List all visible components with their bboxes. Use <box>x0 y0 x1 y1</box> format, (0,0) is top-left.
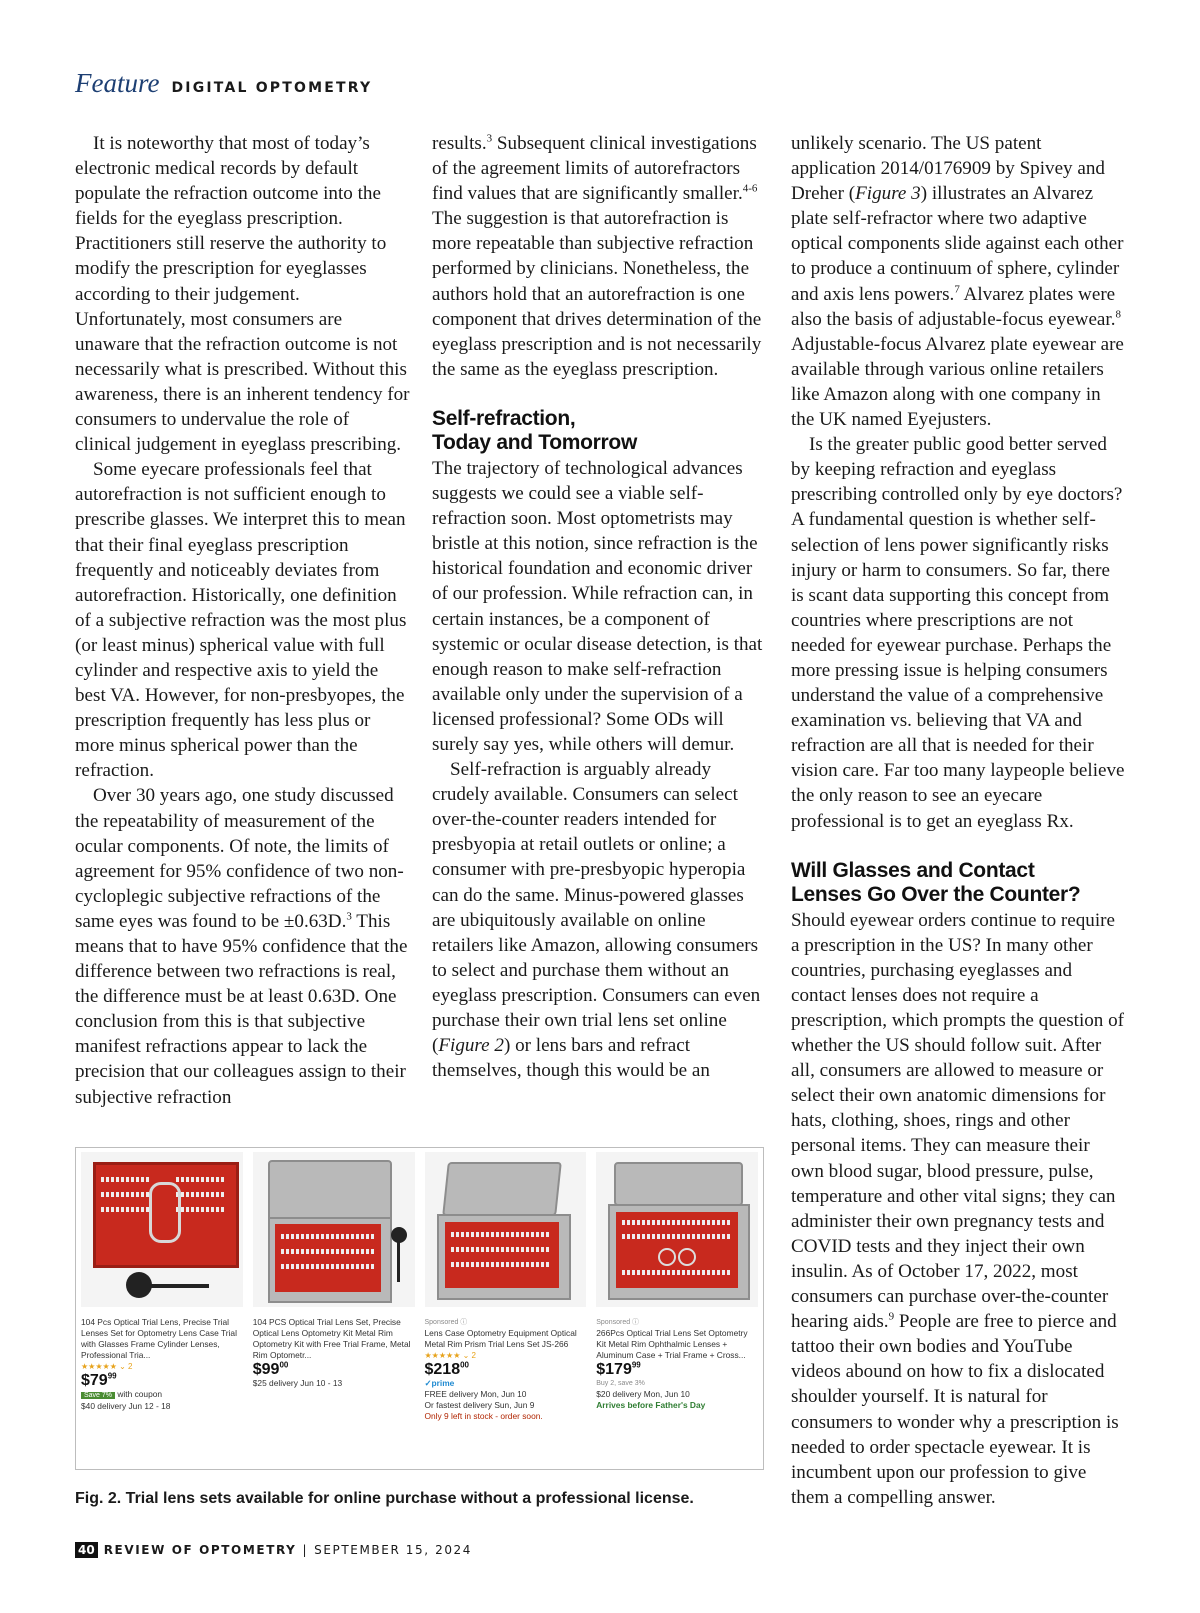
paragraph: It is noteworthy that most of today’s electronic medical records by default populate the refraction outcome into the fields for the eyeglass prescription. Practitioners still reserve the authority to modify the prescription for eyeglasses according to their judgement. Unfortunately, most consumers are unaware that the refraction outcome is not necessarily what is prescribed. Without this awareness, there is an inherent tendency for consumers to undervalue the role of clinical judgement in eyeglass prescribing. <box>75 133 410 456</box>
page-header <box>75 68 372 99</box>
reference-superscript: 3 <box>486 132 493 145</box>
product-title[interactable]: 104 PCS Optical Trial Lens Set, Precise Optical Lens Optometry Kit Metal Rim Optometry Kit with Free Trial Frame, Metal Rim Optometr... <box>252 1317 411 1360</box>
reference-superscript: 8 <box>1115 308 1121 321</box>
section-subheading: Self-refraction, Today and Tomorrow <box>432 406 637 454</box>
product-card[interactable] <box>591 1148 763 1469</box>
product-title[interactable]: 104 Pcs Optical Trial Lens, Precise Trial Lenses Set for Optometry Lens Case Trial with Glasses Frame Cylinder Lenses, Professional Tria... <box>81 1317 237 1360</box>
product-price: $\$179^{99}$ <box>596 1360 641 1378</box>
delivery-info: $20 delivery Mon, Jun 10 <box>596 1389 690 1399</box>
figure-caption: Fig. 2. Trial lens sets available for online purchase without a professional license. <box>75 1490 694 1507</box>
column-1 <box>75 131 410 1110</box>
section-title: DIGITAL OPTOMETRY <box>171 80 373 96</box>
product-price: $\$99^{00}$ <box>252 1360 289 1378</box>
product-card[interactable] <box>248 1148 420 1469</box>
promo-text: Buy 2, save 3% <box>596 1380 645 1387</box>
paragraph: results.$^3$ Subsequent clinical investigations of the agreement limits of autorefractors find values that are significantly smaller.$^{4-6}$ The suggestion is that autorefraction is more repeatable than subjective refraction performed by clinicians. Nonetheless, the authors hold that an autorefraction is one component that drives determination of the eyeglass prescription and is not necessarily the same as the eyeglass prescription. <box>432 132 762 380</box>
figure-product-listing <box>75 1147 764 1470</box>
footer-separator: | <box>302 1543 309 1557</box>
product-details: 104 Pcs Optical Trial Lens, Precise Trial Lenses Set for Optometry Lens Case Trial with Glasses Frame Cylinder Lenses, Professional Tria... ★★★★★ ⌄ 2 $\$79^{99}$ Save 7% with coupon $40 delivery Jun 12 - 18 <box>81 1317 243 1412</box>
product-details <box>596 1317 758 1411</box>
issue-date: SEPTEMBER 15, 2024 <box>314 1543 473 1557</box>
paragraph: Self-refraction is arguably already crudely available. Consumers can select over-the-counter readers intended for presbyopia at retail outlets or online; a consumer with pre-presbyopic hyperopia can do the same. Minus-powered glasses are ubiquitously available on online retailers like Amazon, allowing consumers to select and purchase them without an eyeglass prescription. Consumers can even purchase their own trial lens set online (Figure 2) or lens bars and refract themselves, though this would be an <box>432 759 761 1082</box>
product-card[interactable] <box>76 1148 248 1469</box>
arrival-notice: Arrives before Father's Day <box>596 1400 706 1410</box>
delivery-info: FREE delivery Mon, Jun 10 <box>424 1389 527 1399</box>
sponsored-label: Sponsored ⓘ <box>424 1319 468 1326</box>
feature-label: Feature <box>75 68 160 98</box>
product-title[interactable]: Lens Case Optometry Equipment Optical Metal Rim Prism Trial Lens Set JS-266 <box>424 1328 577 1349</box>
product-image <box>81 1152 243 1307</box>
product-title[interactable]: 266Pcs Optical Trial Lens Set Optometry Kit Metal Rim Ophthalmic Lenses + Aluminum Case + Trial Frame + Cross... <box>596 1328 748 1360</box>
product-price: $\$79^{99}$ <box>81 1371 117 1389</box>
rating-stars: ★★★★★ ⌄ 2 <box>81 1362 133 1371</box>
paragraph: Is the greater public good better served by keeping refraction and eyeglass prescribing controlled only by eye doctors? A fundamental question is whether self-selection of lens power significantly risks injury or harm to consumers. So far, there is scant data supporting this concept from countries where prescriptions are not needed for eyewear purchase. Perhaps the more pressing issue is helping consumers understand the value of a comprehensive examination vs. believing that VA and refraction are all that is needed for their vision care. Far too many laypeople believe the only reason to see an eyecare professional is to get an eyeglass Rx. <box>791 434 1125 832</box>
product-details <box>253 1317 415 1389</box>
paragraph: unlikely scenario. The US patent application 2014/0176909 by Spivey and Dreher (Figure 3) illustrates an Alvarez plate self-refractor where two adaptive optical components slide against each other to produce a continuum of sphere, cylinder and axis lens powers.$^7$ Alvarez plates were also the basis of adjustable-focus eyewear.$^8$ Adjustable-focus Alvarez plate eyewear are available through various online retailers like Amazon along with one company in the UK named Eyejusters. <box>791 133 1124 431</box>
product-image <box>253 1152 415 1307</box>
reference-superscript: 3 <box>346 910 352 923</box>
delivery-info: $25 delivery Jun 10 - 13 <box>252 1378 343 1388</box>
prime-badge: ✓prime <box>424 1378 455 1388</box>
reference-superscript: 7 <box>954 283 960 296</box>
page-number: 40 <box>75 1542 98 1558</box>
paragraph: The trajectory of technological advances suggests we could see a viable self-refraction soon. Most optometrists may bristle at this notion, since refraction is the historical foundation and economic driver of our profession. While refraction can, in certain instances, be a component of systemic or ocular disease detection, is that enough reason to make self-refraction available only under the supervision of a licensed professional? Some ODs will surely say yes, while others will demur. <box>432 457 763 755</box>
page-footer <box>75 1542 472 1558</box>
product-image <box>425 1152 587 1307</box>
coupon-badge[interactable]: Save 7% <box>81 1392 115 1399</box>
paragraph: Should eyewear orders continue to require a prescription in the US? In many other countries, purchasing eyeglasses and contact lenses does not require a prescription, which prompts the question of whether the US should follow suit. After all, consumers are allowed to measure or select their own anatomic dimensions for hats, clothing, shoes, rings and other personal items. They can measure their own blood sugar, blood pressure, pulse, temperature and other vital signs; they can administer their own pregnancy tests and COVID tests and they inject their own insulin. As of October 17, 2022, most consumers can purchase over-the-counter hearing aids.$^9$ People are free to pierce and tattoo their own bodies and YouTube videos abound on how to fix a dislocated shoulder yourself. It is natural for consumers to wonder why a prescription is needed to order spectacle eyewear. It is incumbent upon our profession to give them a compelling answer. <box>791 909 1125 1508</box>
delivery-info: Or fastest delivery Sun, Jun 9 <box>424 1400 535 1410</box>
product-image <box>596 1152 758 1307</box>
figure-reference: Figure 3 <box>855 183 921 205</box>
publication-name: REVIEW OF OPTOMETRY <box>103 1543 297 1557</box>
reference-superscript: 9 <box>888 1310 895 1323</box>
column-2 <box>432 131 767 1083</box>
product-details <box>425 1317 587 1422</box>
column-3 <box>791 131 1126 1510</box>
sponsored-label: Sponsored ⓘ <box>596 1319 640 1326</box>
delivery-info: $40 delivery Jun 12 - 18 <box>81 1401 171 1411</box>
paragraph: Over 30 years ago, one study discussed the repeatability of measurement of the ocular components. Of note, the limits of agreement for 95% confidence of two non-cycloplegic subjective refractions of the same eyes was found to be ±0.63D.$^3$ This means that to have 95% confidence that the difference between two refractions is real, the difference must be at least 0.63D. One conclusion from this is that subjective manifest refractions appear to lack the precision that our colleagues assign to their subjective refraction <box>75 785 408 1108</box>
product-price: $\$218^{00}$ <box>424 1360 469 1378</box>
reference-superscript: 4-6 <box>742 182 758 195</box>
figure-reference: Figure 2 <box>438 1035 504 1057</box>
section-subheading: Will Glasses and Contact Lenses Go Over the Counter? <box>791 858 1081 906</box>
product-card[interactable] <box>420 1148 592 1469</box>
stock-notice: Only 9 left in stock - order soon. <box>424 1411 543 1421</box>
paragraph: Some eyecare professionals feel that autorefraction is not sufficient enough to prescribe glasses. We interpret this to mean that their final eyeglass prescription frequently and noticeably deviates from autorefraction. Historically, one definition of a subjective refraction was the most plus (or least minus) spherical value with full cylinder and respective axis to yield the best VA. However, for non-presbyopes, the prescription frequently has less plus or more minus spherical power than the refraction. <box>75 459 407 782</box>
rating-stars: ★★★★★ ⌄ 2 <box>424 1351 476 1360</box>
